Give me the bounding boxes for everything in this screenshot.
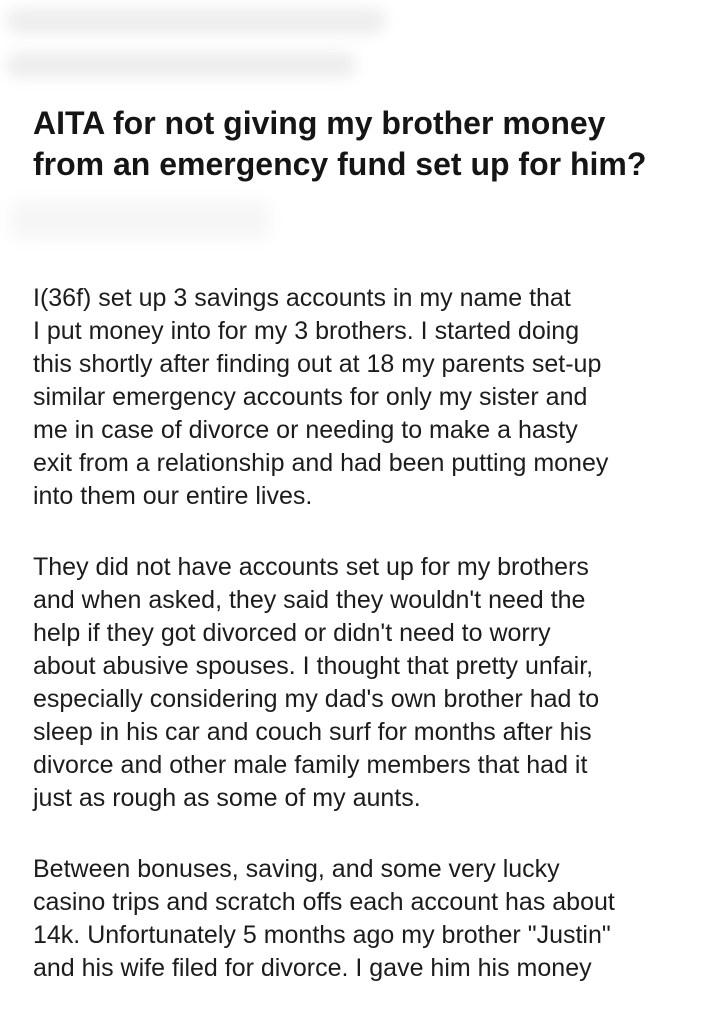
post-body <box>33 282 713 1023</box>
blurred-post-header <box>0 0 720 90</box>
post-paragraph: Between bonuses, saving, and some very lucky casino trips and scratch offs each account has about 14k. Unfortunately 5 months ago my brother "Justin" and his wife filed for divorce. I gave him his money <box>33 855 615 982</box>
blurred-post-meta <box>6 52 356 78</box>
post-paragraph: They did not have accounts set up for my brothers and when asked, they said they wouldn't need the help if they got divorced or didn't need to worry about abusive spouses. I thought that pretty unfair, especially considering my dad's own brother had to sleep in his car and couch surf for months after his divorce and other male family members that had it just as rough as some of my aunts. <box>33 553 600 812</box>
blurred-username <box>6 8 386 34</box>
post-title: AITA for not giving my brother money from an emergency fund set up for him? <box>33 105 647 182</box>
post-paragraph: I(36f) set up 3 savings accounts in my name that I put money into for my 3 brothers. I started doing this shortly after finding out at 18 my parents set-up similar emergency accounts for only my sister and me in case of divorce or needing to make a hasty exit from a relationship and had been putting money into them our entire lives. <box>33 284 609 510</box>
blurred-flair <box>10 200 270 240</box>
